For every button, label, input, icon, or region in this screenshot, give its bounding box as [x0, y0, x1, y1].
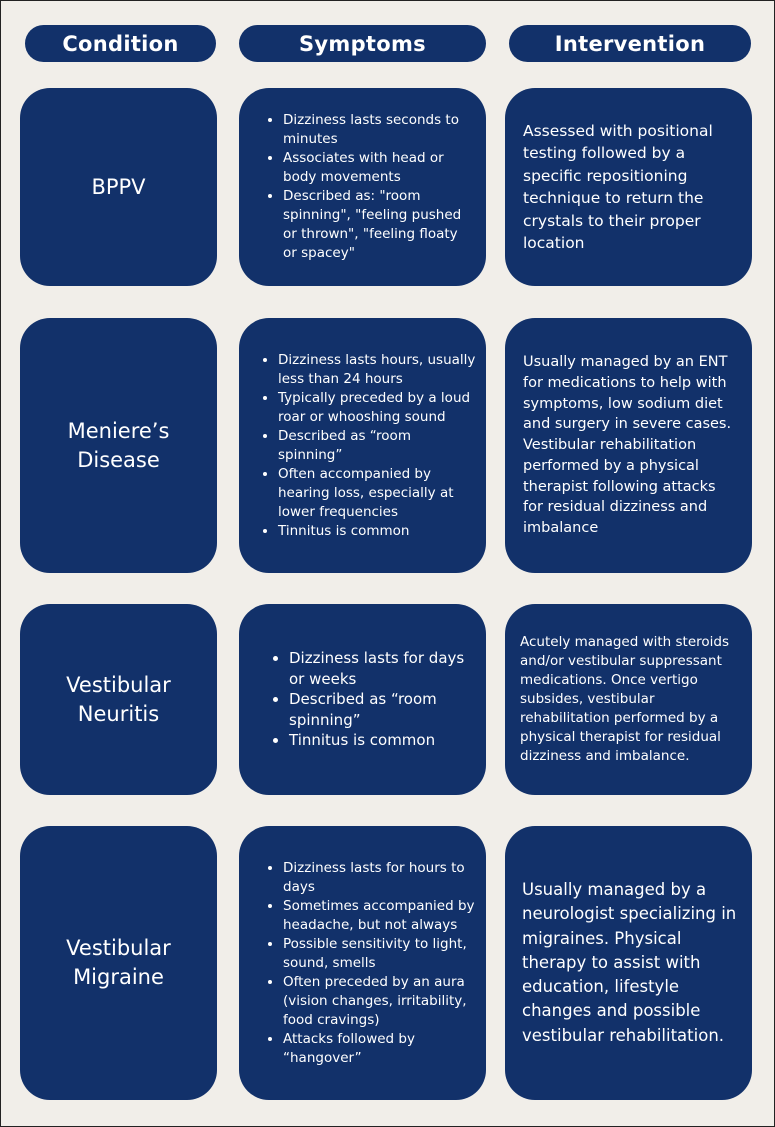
condition-name: Vestibular Migraine	[66, 936, 171, 989]
intervention-card-menieres	[505, 318, 752, 573]
symptom-item: • Attacks followed by “hangover”	[283, 1030, 476, 1068]
condition-card-bppv	[20, 88, 217, 286]
condition-name: Meniere’s Disease	[67, 418, 170, 472]
header-condition: Condition	[25, 25, 216, 62]
condition-name: BPPV	[91, 174, 146, 199]
intervention-text: Assessed with positional testing followed by a specific repositioning technique to return the crystals to their proper location	[523, 121, 713, 252]
symptoms-card-menieres	[239, 318, 486, 573]
symptom-item: • Sometimes accompanied by headache, but not always	[283, 897, 476, 935]
intervention-text: Acutely managed with steroids and/or vestibular suppressant medications. Once vertigo subsides, vestibular rehabilitation performed by a physical therapist for residual dizziness and imbalance.	[520, 634, 730, 764]
header-symptoms: Symptoms	[239, 25, 486, 62]
intervention-text: Usually managed by a neurologist specializing in migraines. Physical therapy to assist with education, lifestyle changes and possible vestibular rehabilitation.	[522, 879, 737, 1045]
symptom-item: • Tinnitus is common	[289, 730, 472, 751]
intervention-text: Usually managed by an ENT for medications to help with symptoms, low sodium diet and surgery in severe cases. Vestibular rehabilitation performed by a physical therapist following attacks for residual dizziness and imbalance	[523, 354, 732, 536]
symptom-item: • Often accompanied by hearing loss, especially at lower frequencies	[278, 465, 476, 522]
symptom-item: • Tinnitus is common	[278, 522, 476, 541]
intervention-card-migraine	[505, 826, 752, 1100]
condition-card-migraine	[20, 826, 217, 1100]
intervention-card-neuritis	[505, 604, 752, 795]
symptom-list	[264, 111, 472, 263]
symptoms-card-bppv	[239, 88, 486, 286]
symptom-item: • Described as “room spinning”	[278, 427, 476, 465]
symptom-item: • Typically preceded by a loud roar or whooshing sound	[278, 389, 476, 427]
symptom-list	[264, 859, 476, 1068]
symptom-item: • Dizziness lasts hours, usually less than 24 hours	[278, 351, 476, 389]
header-intervention: Intervention	[509, 25, 751, 62]
symptom-item: • Dizziness lasts for days or weeks	[289, 648, 472, 689]
symptom-item: • Described as “room spinning”	[289, 689, 472, 730]
symptom-item: • Dizziness lasts seconds to minutes	[283, 111, 472, 149]
symptom-item: • Described as: "room spinning", "feeling pushed or thrown", "feeling floaty or spacey"	[283, 187, 472, 263]
condition-name: Vestibular Neuritis	[66, 672, 171, 726]
intervention-card-bppv	[505, 88, 752, 286]
symptom-item: • Dizziness lasts for hours to days	[283, 859, 476, 897]
symptom-item: • Associates with head or body movements	[283, 149, 472, 187]
symptom-list	[270, 648, 472, 751]
symptoms-card-neuritis	[239, 604, 486, 795]
condition-card-menieres	[20, 318, 217, 573]
symptom-item: • Often preceded by an aura (vision changes, irritability, food cravings)	[283, 973, 476, 1030]
condition-card-neuritis	[20, 604, 217, 795]
symptom-item: • Possible sensitivity to light, sound, smells	[283, 935, 476, 973]
symptoms-card-migraine	[239, 826, 486, 1100]
symptom-list	[259, 351, 476, 541]
